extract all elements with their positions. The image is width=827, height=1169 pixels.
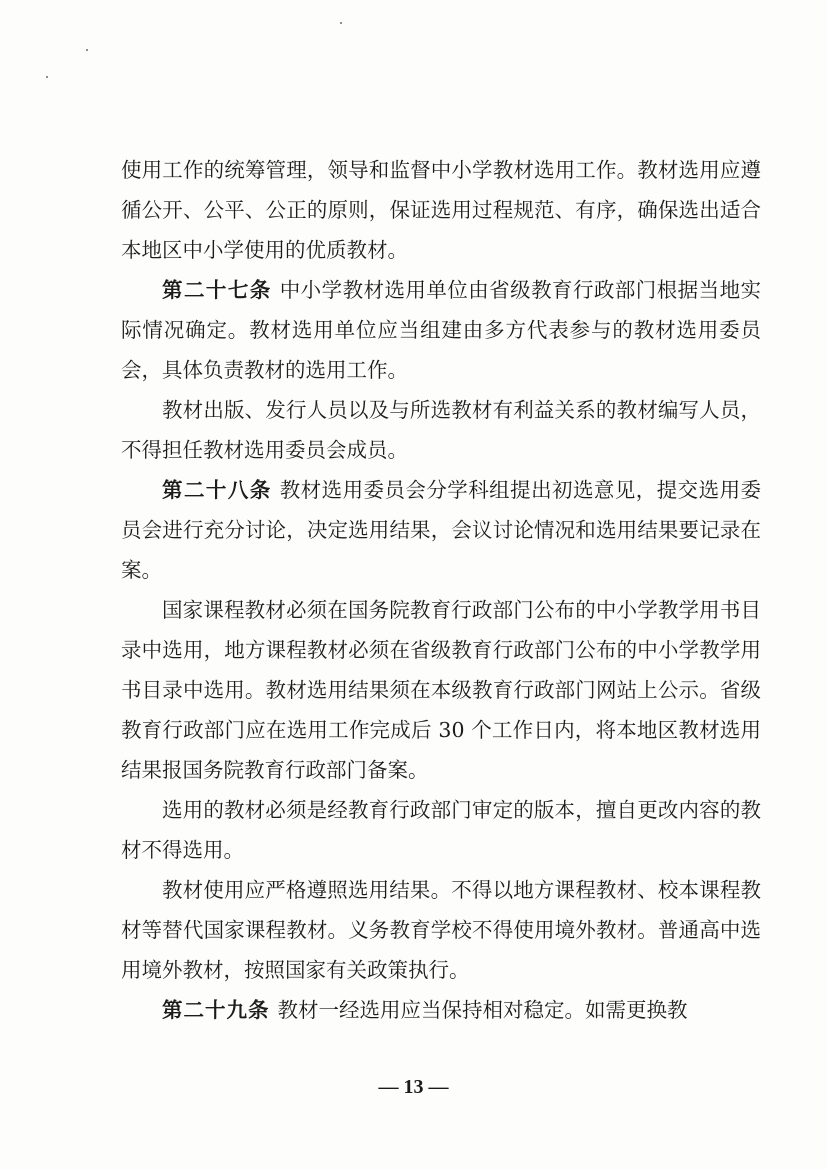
paragraph	[121, 870, 761, 990]
paragraph	[121, 590, 761, 790]
article-heading: 第二十七条	[162, 278, 272, 302]
paragraph-text: 教材一经选用应当保持相对稳定。如需更换教	[277, 998, 688, 1022]
paragraph-article-28	[121, 470, 761, 590]
paragraph-text: 中小学教材选用单位由省级教育行政部门根据当地实际情况确定。教材选用单位应当组建由多方代表参与的教材选用委员会，具体负责教材的选用工作。	[121, 278, 762, 382]
article-heading: 第二十九条	[162, 998, 270, 1022]
paragraph-article-27	[121, 270, 761, 390]
paragraph-text: 选用的教材必须是经教育行政部门审定的版本，擅自更改内容的教材不得选用。	[121, 798, 761, 862]
paragraph-article-29	[121, 990, 761, 1030]
paragraph	[121, 390, 761, 470]
paragraph-text: 国家课程教材必须在国务院教育行政部门公布的中小学教学用书目录中选用，地方课程教材必须在省级教育行政部门公布的中小学教学用书目录中选用。教材选用结果须在本级教育行政部门网站上公示。省级教育行政部门应在选用工作完成后 30 个工作日内，将本地区教材选用结果报国务院教育行政部门备案。	[121, 598, 761, 782]
paragraph-text: 教材使用应严格遵照选用结果。不得以地方课程教材、校本课程教材等替代国家课程教材。义务教育学校不得使用境外教材。普通高中选用境外教材，按照国家有关政策执行。	[121, 878, 761, 982]
scan-speck	[46, 76, 48, 78]
scan-speck	[86, 49, 88, 51]
paragraph-text: 教材出版、发行人员以及与所选教材有利益关系的教材编写人员，不得担任教材选用委员会成员。	[121, 398, 761, 462]
scan-speck	[340, 22, 342, 24]
page-number: — 13 —	[378, 1076, 449, 1098]
paragraph-text: 使用工作的统筹管理，领导和监督中小学教材选用工作。教材选用应遵循公开、公平、公正的原则，保证选用过程规范、有序，确保选出适合本地区中小学使用的优质教材。	[121, 158, 761, 262]
article-heading: 第二十八条	[162, 478, 272, 502]
paragraph-text: 教材选用委员会分学科组提出初选意见，提交选用委员会进行充分讨论，决定选用结果，会议讨论情况和选用结果要记录在案。	[121, 478, 762, 582]
paragraph	[121, 790, 761, 870]
document-body	[121, 150, 761, 1030]
paragraph-continued	[121, 150, 761, 270]
